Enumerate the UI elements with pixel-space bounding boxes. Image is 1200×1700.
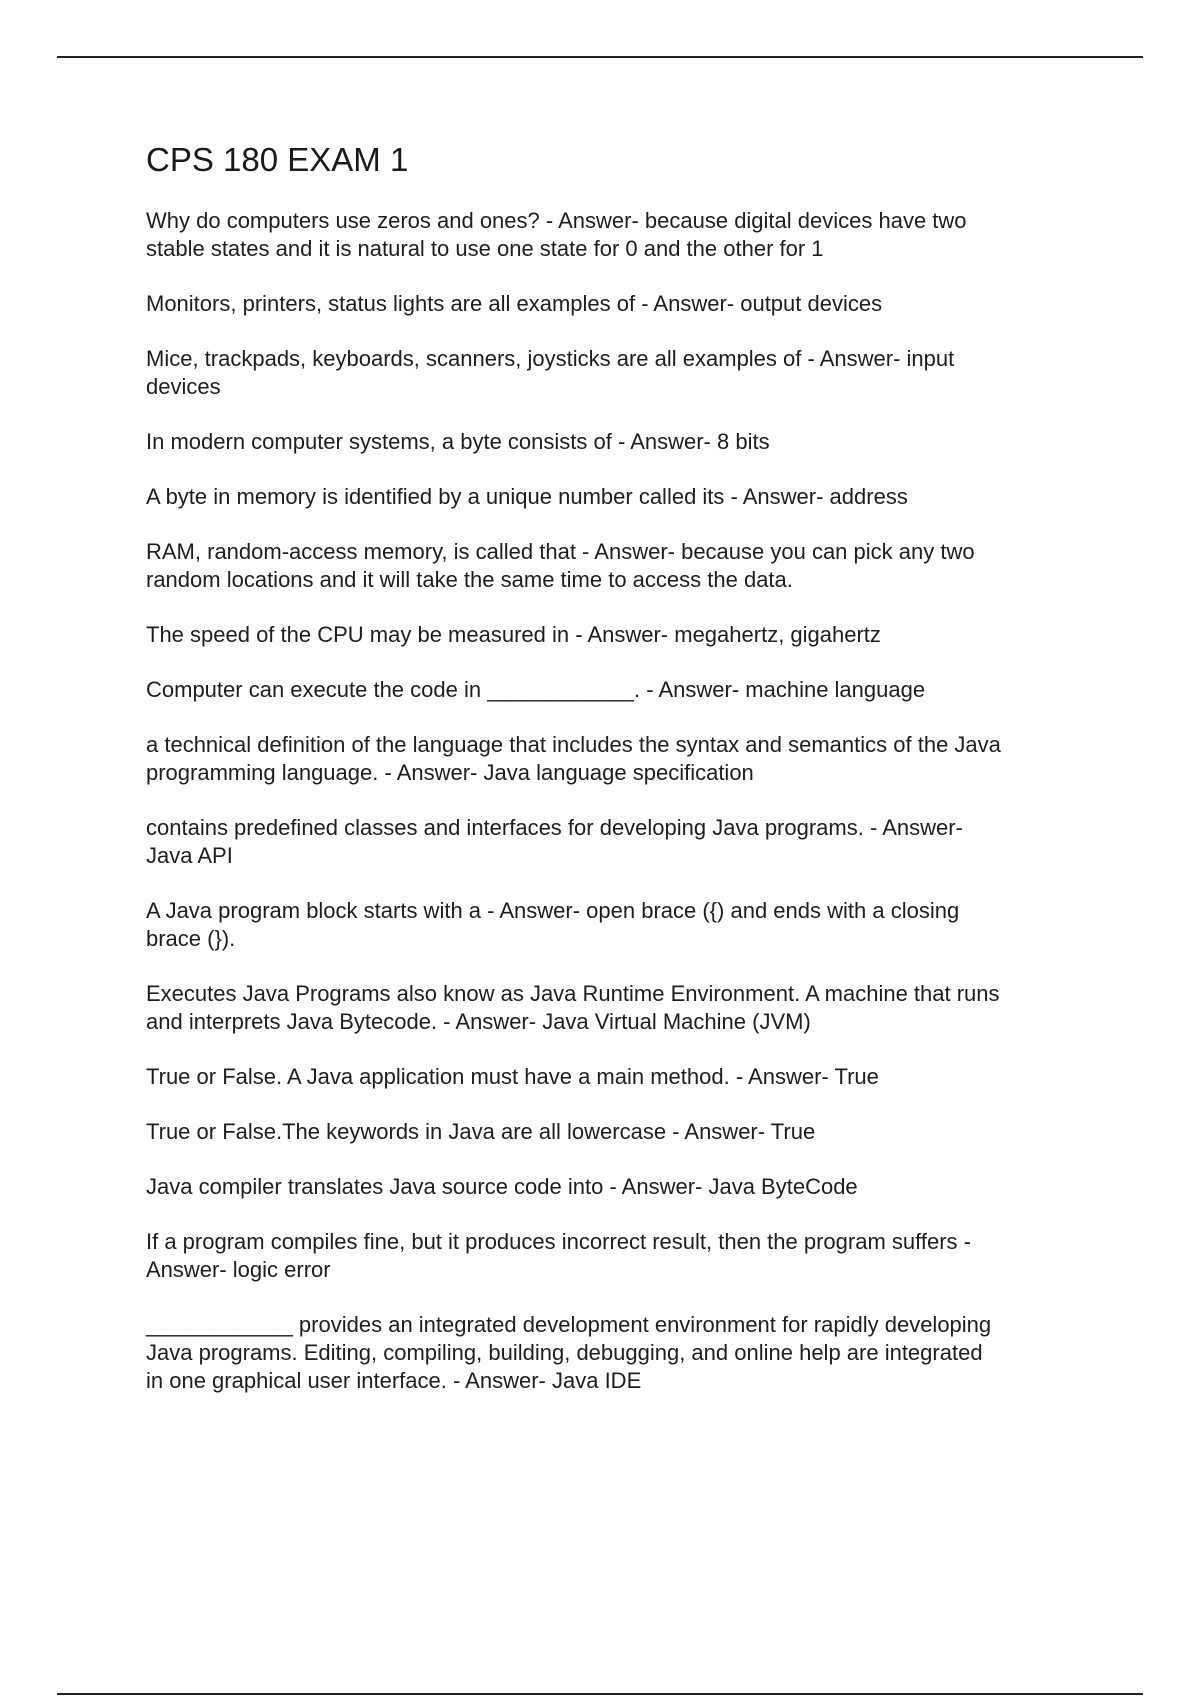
document-title: CPS 180 EXAM 1 <box>146 141 409 178</box>
qa-item: Monitors, printers, status lights are all examples of - Answer- output devices <box>146 291 883 316</box>
qa-item: A byte in memory is identified by a unique number called its - Answer- address <box>146 484 908 509</box>
qa-item: True or False.The keywords in Java are all lowercase - Answer- True <box>146 1119 816 1144</box>
qa-item: Computer can execute the code in ____________. - Answer- machine language <box>146 677 926 702</box>
qa-item: Executes Java Programs also know as Java Runtime Environment. A machine that runs and interprets Java Bytecode. - Answer- Java Virtual Machine (JVM) <box>146 981 1000 1034</box>
qa-item: In modern computer systems, a byte consists of - Answer- 8 bits <box>146 429 770 454</box>
qa-item: Mice, trackpads, keyboards, scanners, joysticks are all examples of - Answer- input devices <box>146 346 955 399</box>
document-page <box>146 140 1096 1422</box>
bottom-divider <box>57 1693 1143 1695</box>
qa-list <box>146 207 1096 1395</box>
qa-item: contains predefined classes and interfaces for developing Java programs. - Answer- Java API <box>146 815 963 868</box>
qa-item: RAM, random-access memory, is called that - Answer- because you can pick any two random locations and it will take the same time to access the data. <box>146 539 975 592</box>
qa-item: If a program compiles fine, but it produces incorrect result, then the program suffers - Answer- logic error <box>146 1229 971 1282</box>
qa-item: A Java program block starts with a - Answer- open brace ({) and ends with a closing brace (}). <box>146 898 960 951</box>
qa-item: ____________ provides an integrated development environment for rapidly developing Java programs. Editing, compiling, building, debugging, and online help are integrated in one graphical user interface. - Answer- Java IDE <box>146 1312 992 1393</box>
top-divider <box>57 56 1143 58</box>
qa-item: The speed of the CPU may be measured in - Answer- megahertz, gigahertz <box>146 622 881 647</box>
qa-item: a technical definition of the language that includes the syntax and semantics of the Java programming language. - Answer- Java language specification <box>146 732 1001 785</box>
qa-item: True or False. A Java application must have a main method. - Answer- True <box>146 1064 879 1089</box>
qa-item: Why do computers use zeros and ones? - Answer- because digital devices have two stable states and it is natural to use one state for 0 and the other for 1 <box>146 208 967 261</box>
qa-item: Java compiler translates Java source code into - Answer- Java ByteCode <box>146 1174 858 1199</box>
